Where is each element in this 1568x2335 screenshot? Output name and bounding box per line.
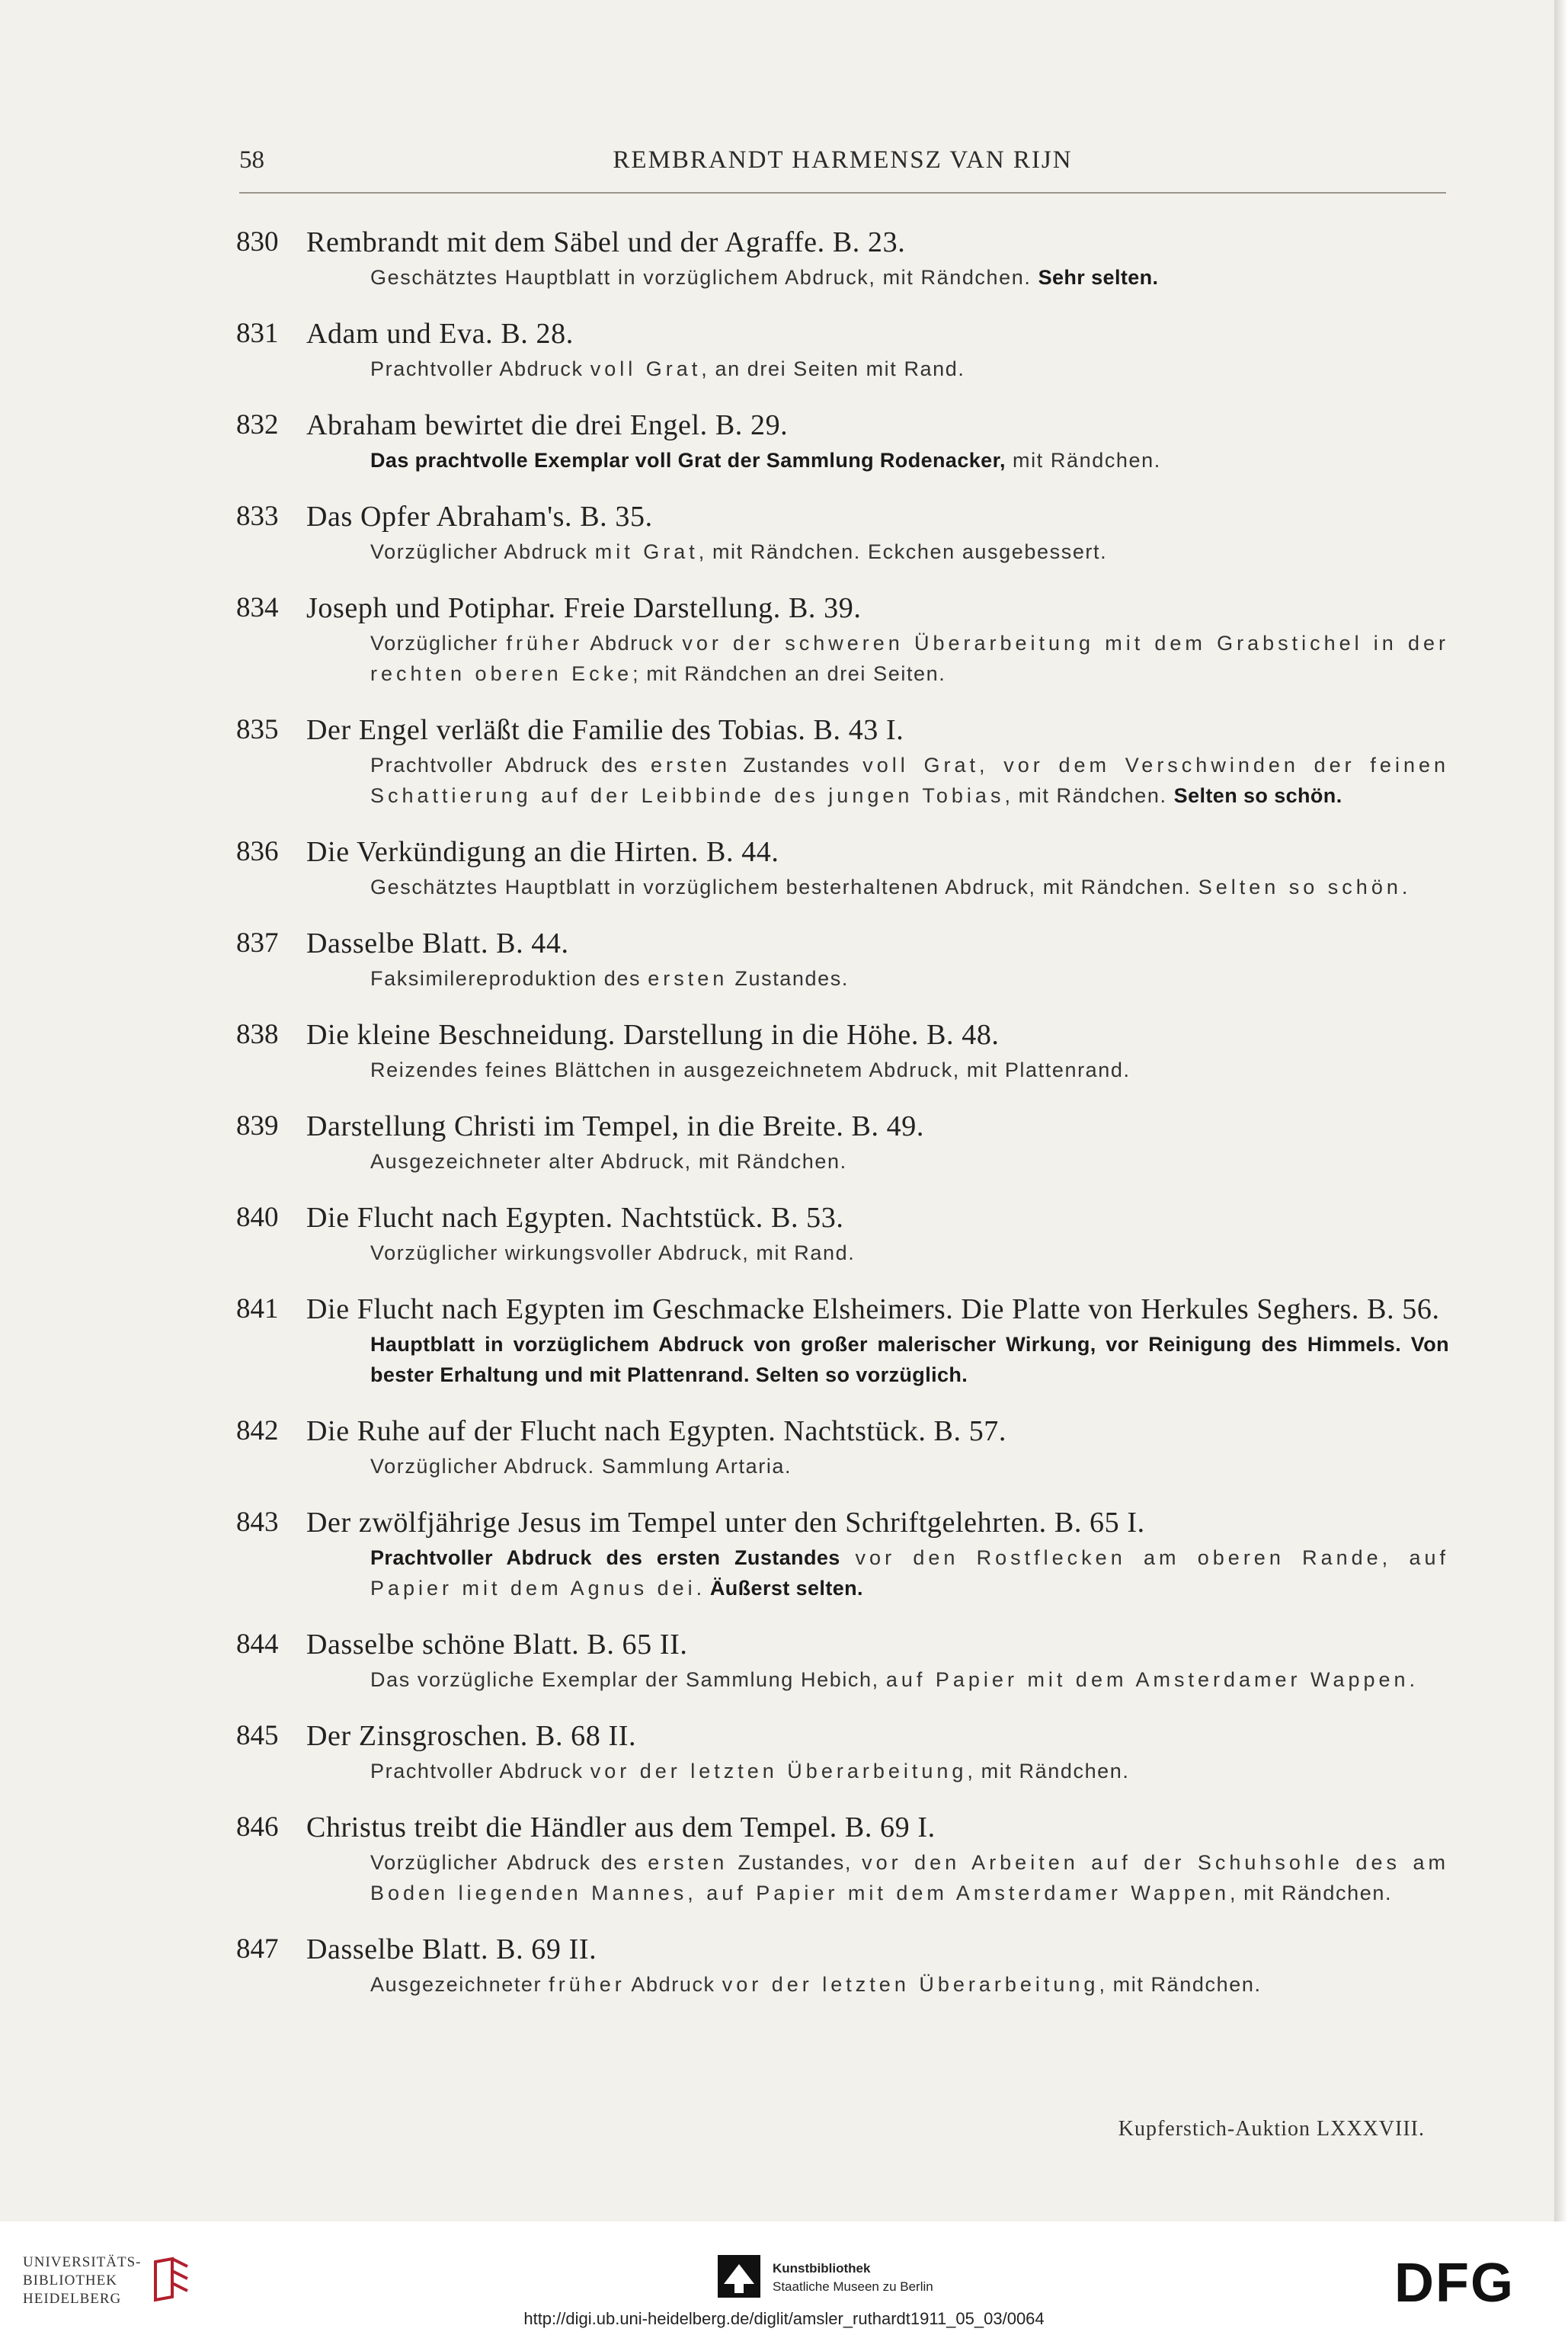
- description-text: ersten: [648, 1851, 728, 1874]
- entry-number: 830: [236, 226, 279, 258]
- catalogue-entry: [236, 1201, 1449, 1268]
- entry-title: Christus treibt die Händler aus dem Tempel. B. 69 I.: [306, 1811, 936, 1843]
- page-number: 58: [239, 146, 264, 174]
- entry-number: 836: [236, 836, 279, 867]
- description-text: Geschätztes Hauptblatt in vorzüglichem Abdruck, mit Rändchen.: [370, 266, 1038, 289]
- entry-description: [370, 354, 1449, 384]
- university-library-logo[interactable]: [23, 2253, 192, 2308]
- catalogue-entry: [236, 1811, 1449, 1908]
- entry-title: Die Verkündigung an die Hirten. B. 44.: [306, 836, 779, 868]
- catalogue-entry: [236, 317, 1449, 384]
- entry-title: Dasselbe Blatt. B. 69 II.: [306, 1933, 597, 1965]
- entry-description: [370, 628, 1449, 689]
- entry-number: 841: [236, 1293, 279, 1324]
- description-text: Zustandes,: [728, 1851, 862, 1874]
- entry-description: [370, 1664, 1449, 1695]
- description-text: , mit Rändchen.: [1229, 1882, 1393, 1904]
- catalogue-entry: [236, 1292, 1449, 1390]
- entry-number: 837: [236, 927, 279, 959]
- entry-description: [370, 262, 1449, 293]
- description-text: vor den Rostflecken am oberen Rande, auf Papier mit dem Agnus dei: [370, 1546, 1449, 1600]
- description-text: Prachtvoller Abdruck: [370, 357, 590, 380]
- description-text: Vorzüglicher Abdruck des: [370, 1851, 648, 1874]
- description-text: vor den Arbeiten auf der Schuhsohle des am Boden liegenden Mannes, auf Papier mit dem Amsterdamer Wappen: [370, 1851, 1450, 1904]
- emphasis-text: Äußerst selten.: [709, 1577, 863, 1600]
- emphasis-text: Prachtvoller Abdruck des ersten Zustandes: [370, 1546, 840, 1569]
- catalogue-entry: [236, 713, 1449, 811]
- description-text: früher: [506, 632, 584, 655]
- entry-description: [370, 1146, 1449, 1177]
- emphasis-text: Das prachtvolle Exemplar voll Grat der Sammlung Rodenacker,: [370, 449, 1006, 472]
- catalogue-entry: [236, 1018, 1449, 1085]
- catalogue-entry: [236, 226, 1449, 293]
- entry-title: Der Engel verläßt die Familie des Tobias. B. 43 I.: [306, 714, 904, 746]
- kunstbibliothek-emblem-icon: [716, 2253, 762, 2302]
- entry-number: 842: [236, 1415, 279, 1446]
- description-text: .: [1409, 1668, 1416, 1691]
- entry-description: [370, 1756, 1449, 1786]
- description-text: .: [696, 1577, 710, 1600]
- description-text: Selten so schön.: [1198, 876, 1412, 898]
- entry-description: [370, 1542, 1449, 1603]
- entry-description: [370, 445, 1449, 476]
- entry-title: Dasselbe Blatt. B. 44.: [306, 927, 569, 959]
- entry-number: 839: [236, 1110, 279, 1142]
- entry-description: [370, 963, 1449, 994]
- entry-title: Joseph und Potiphar. Freie Darstellung. B. 39.: [306, 592, 862, 624]
- description-text: vor der schweren Überarbeitung mit dem Grabstichel in der rechten oberen Ecke: [370, 632, 1449, 685]
- entry-number: 844: [236, 1629, 279, 1660]
- entry-number: 831: [236, 318, 279, 349]
- university-library-name: UNIVERSITÄTS- BIBLIOTHEK HEIDELBERG: [23, 2254, 142, 2307]
- description-text: Vorzüglicher wirkungsvoller Abdruck, mit Rand.: [370, 1241, 856, 1264]
- entry-number: 835: [236, 714, 279, 745]
- entry-number: 846: [236, 1811, 279, 1843]
- catalogue-entry: [236, 1414, 1449, 1481]
- entry-title: Die kleine Beschneidung. Darstellung in die Höhe. B. 48.: [306, 1019, 1000, 1051]
- catalogue-entry: [236, 500, 1449, 567]
- description-text: Abdruck: [625, 1973, 722, 1996]
- entry-description: [370, 1451, 1449, 1481]
- entry-description: [370, 537, 1449, 567]
- description-text: voll Grat, vor dem Verschwinden der feinen Schattierung auf der Leibbinde des jungen Tobias: [370, 754, 1449, 807]
- page-edge: [1554, 0, 1568, 2221]
- description-text: Reizendes feines Blättchen in ausgezeichnetem Abdruck, mit Plattenrand.: [370, 1059, 1131, 1081]
- entry-number: 832: [236, 409, 279, 440]
- description-text: voll Grat: [590, 357, 702, 380]
- entry-title: Der Zinsgroschen. B. 68 II.: [306, 1720, 637, 1752]
- catalogue-entry: [236, 1110, 1449, 1177]
- catalogue-entry: [236, 591, 1449, 689]
- description-text: früher: [549, 1973, 626, 1996]
- catalogue-entries: [236, 226, 1449, 2024]
- entry-number: 843: [236, 1507, 279, 1538]
- description-text: Vorzüglicher Abdruck. Sammlung Artaria.: [370, 1455, 792, 1478]
- university-emblem-icon: [149, 2256, 192, 2306]
- entry-number: 834: [236, 592, 279, 623]
- description-text: Zustandes: [730, 754, 863, 777]
- catalogue-entry: [236, 1719, 1449, 1786]
- entry-number: 833: [236, 501, 279, 532]
- entry-title: Die Ruhe auf der Flucht nach Egypten. Nachtstück. B. 57.: [306, 1415, 1006, 1447]
- description-text: Ausgezeichneter: [370, 1973, 549, 1996]
- description-text: vor der letzten Überarbeitung: [590, 1760, 968, 1782]
- catalogue-entry: [236, 927, 1449, 994]
- entry-description: [370, 750, 1449, 811]
- entry-description: [370, 1847, 1449, 1908]
- entry-number: 840: [236, 1202, 279, 1233]
- entry-description: [370, 1238, 1449, 1268]
- description-text: ; mit Rändchen an drei Seiten.: [632, 662, 946, 685]
- running-title: REMBRANDT HARMENSZ VAN RIJN: [613, 146, 1073, 174]
- museen-name: Staatliche Museen zu Berlin: [773, 2279, 933, 2294]
- catalogue-entry: [236, 1628, 1449, 1695]
- entry-title: Die Flucht nach Egypten. Nachtstück. B. 53.: [306, 1202, 844, 1234]
- kunstbibliothek-name: Kunstbibliothek: [773, 2261, 871, 2276]
- page-header: [239, 146, 1446, 194]
- catalogue-entry: [236, 1933, 1449, 2000]
- permalink-url[interactable]: http://digi.ub.uni-heidelberg.de/diglit/amsler_ruthardt1911_05_03/0064: [523, 2309, 1045, 2328]
- entry-title: Abraham bewirtet die drei Engel. B. 29.: [306, 409, 789, 441]
- entry-title: Der zwölfjährige Jesus im Tempel unter den Schriftgelehrten. B. 65 I.: [306, 1507, 1145, 1539]
- entry-number: 845: [236, 1720, 279, 1751]
- emphasis-text: Selten so schön.: [1173, 784, 1342, 807]
- entry-description: [370, 872, 1449, 902]
- description-text: , mit Rändchen. Eckchen ausgebessert.: [698, 540, 1108, 563]
- description-text: Zustandes.: [728, 967, 849, 990]
- description-text: auf Papier mit dem Amsterdamer Wappen: [885, 1668, 1410, 1691]
- description-text: Vorzüglicher Abdruck: [370, 540, 595, 563]
- description-text: , mit Rändchen.: [1004, 784, 1174, 807]
- description-text: mit Grat: [594, 540, 699, 563]
- description-text: Vorzüglicher: [370, 632, 507, 655]
- entry-title: Adam und Eva. B. 28.: [306, 318, 574, 350]
- viewer-footer: [0, 2221, 1568, 2335]
- description-text: Faksimilereproduktion des: [370, 967, 648, 990]
- entry-title: Die Flucht nach Egypten im Geschmacke Elsheimers. Die Platte von Herkules Seghers. B. 56.: [306, 1293, 1440, 1325]
- description-text: Prachtvoller Abdruck: [370, 1760, 590, 1782]
- description-text: Ausgezeichneter alter Abdruck, mit Rändchen.: [370, 1150, 847, 1173]
- dfg-logo[interactable]: DFG: [1394, 2253, 1515, 2314]
- description-text: vor der letzten Überarbeitung: [722, 1973, 1099, 1996]
- description-text: Geschätztes Hauptblatt in vorzüglichem besterhaltenen Abdruck, mit Rändchen.: [370, 876, 1198, 898]
- kunstbibliothek-logo[interactable]: [716, 2253, 933, 2302]
- description-text: , mit Rändchen.: [967, 1760, 1130, 1782]
- description-text: Prachtvoller Abdruck des: [370, 754, 651, 777]
- entry-title: Dasselbe schöne Blatt. B. 65 II.: [306, 1629, 688, 1661]
- description-text: ersten: [650, 754, 731, 777]
- emphasis-text: Sehr selten.: [1038, 266, 1159, 289]
- description-text: ersten: [648, 967, 728, 990]
- catalogue-entry: [236, 835, 1449, 902]
- entry-title: Darstellung Christi im Tempel, in die Breite. B. 49.: [306, 1110, 924, 1142]
- description-text: , mit Rändchen.: [1099, 1973, 1262, 1996]
- catalogue-entry: [236, 1506, 1449, 1603]
- description-text: , an drei Seiten mit Rand.: [701, 357, 965, 380]
- description-text: mit Rändchen.: [1005, 449, 1161, 472]
- entry-description: [370, 1055, 1449, 1085]
- entry-description: [370, 1329, 1449, 1390]
- entry-number: 847: [236, 1933, 279, 1965]
- entry-number: 838: [236, 1019, 279, 1050]
- description-text: Das vorzügliche Exemplar der Sammlung Hebich,: [370, 1668, 886, 1691]
- entry-description: [370, 1969, 1449, 2000]
- entry-title: Das Opfer Abraham's. B. 35.: [306, 501, 653, 533]
- entry-title: Rembrandt mit dem Säbel und der Agraffe. B. 23.: [306, 226, 906, 258]
- auction-note: Kupferstich-Auktion LXXXVIII.: [1118, 2117, 1425, 2141]
- emphasis-text: Hauptblatt in vorzüglichem Abdruck von großer malerischer Wirkung, vor Reinigung des Himmels. Von bester Erhaltung und mit Plattenrand. Selten so vorzüglich.: [370, 1333, 1449, 1386]
- description-text: [840, 1546, 856, 1569]
- catalogue-entry: [236, 408, 1449, 476]
- description-text: Abdruck: [583, 632, 683, 655]
